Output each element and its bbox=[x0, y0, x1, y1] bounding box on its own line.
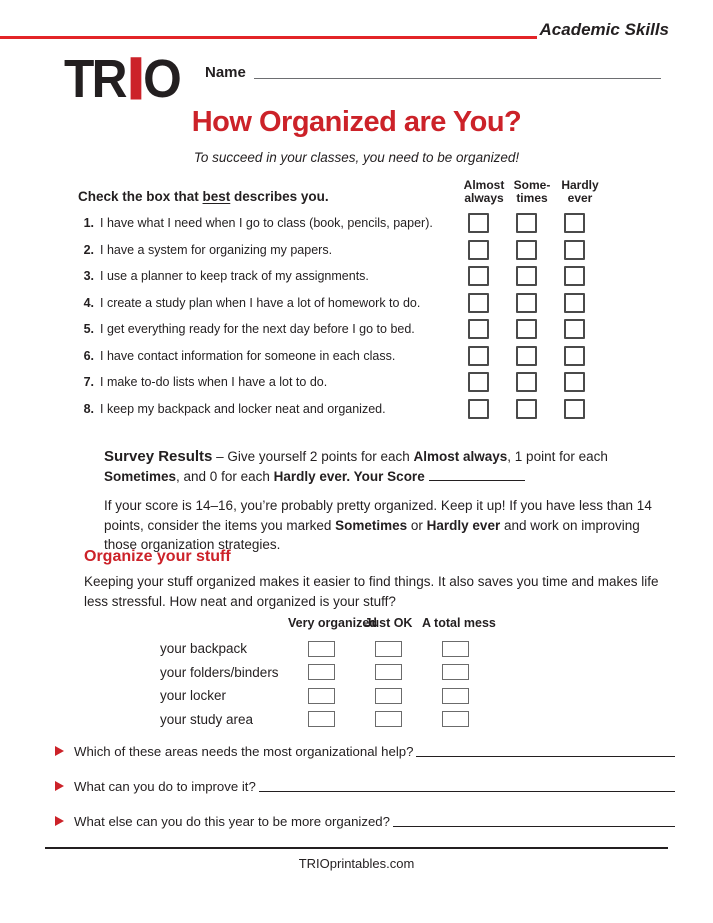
prompt-post: describes you. bbox=[230, 188, 329, 204]
checkbox-hardly-ever[interactable] bbox=[564, 319, 585, 339]
footer-site-text: TRIOprintables.com bbox=[298, 856, 415, 871]
column-header-total-mess: A total mess bbox=[422, 616, 496, 630]
organize-intro-text: Keeping your stuff organized makes it easier to find things. It also saves you time and makes life less stressful. How neat and organized is your stuff? bbox=[84, 574, 659, 610]
checkbox-very-organized[interactable] bbox=[308, 711, 335, 727]
score-input-line[interactable] bbox=[429, 469, 525, 481]
triangle-bullet-icon bbox=[55, 781, 64, 791]
checkbox-hardly-ever[interactable] bbox=[564, 213, 585, 233]
prompt-pre: Check the box that bbox=[78, 188, 203, 204]
survey-item-row bbox=[78, 263, 604, 290]
item-text: I have a system for organizing my papers. bbox=[100, 242, 333, 257]
item-text: I have what I need when I go to class (book, pencils, paper). bbox=[100, 216, 433, 231]
item-number: 4. bbox=[83, 295, 94, 310]
item-text: I create a study plan when I have a lot of homework to do. bbox=[100, 295, 421, 310]
stuff-label: your locker bbox=[160, 688, 227, 704]
checkbox-sometimes[interactable] bbox=[516, 293, 537, 313]
question-row bbox=[55, 741, 675, 760]
checkbox-sometimes[interactable] bbox=[516, 346, 537, 366]
checkbox-very-organized[interactable] bbox=[308, 664, 335, 680]
organize-section-heading: Organize your stuff bbox=[84, 548, 231, 565]
results-seg: , 1 point for each bbox=[507, 449, 608, 464]
checkbox-hardly-ever[interactable] bbox=[564, 372, 585, 392]
stuff-label: your backpack bbox=[160, 641, 248, 657]
checkbox-just-ok[interactable] bbox=[375, 664, 402, 680]
logo-letter-o: O bbox=[143, 49, 180, 109]
results-seg: If your score is 14–16, you’re probably pretty organized. Keep it up! If you have less than 14 points, consider the items you marked bbox=[104, 498, 652, 533]
item-text: I get everything ready for the next day before I go to bed. bbox=[100, 322, 415, 337]
footer-rule bbox=[45, 847, 668, 849]
question-text: What else can you do this year to be more organized? bbox=[74, 813, 390, 829]
checkbox-hardly-ever[interactable] bbox=[564, 346, 585, 366]
logo-letters-tr: TR bbox=[64, 49, 125, 109]
results-bold: Hardly ever. bbox=[273, 469, 351, 485]
checkbox-total-mess[interactable] bbox=[442, 664, 469, 680]
answer-input-line[interactable] bbox=[393, 826, 675, 827]
checkbox-almost-always[interactable] bbox=[468, 319, 489, 339]
name-field-row bbox=[205, 64, 661, 83]
answer-input-line[interactable] bbox=[259, 791, 675, 792]
checkbox-sometimes[interactable] bbox=[516, 399, 537, 419]
survey-item-row bbox=[78, 236, 604, 263]
item-text: I keep my backpack and locker neat and organized. bbox=[100, 401, 386, 416]
checkbox-just-ok[interactable] bbox=[375, 641, 402, 657]
checkbox-sometimes[interactable] bbox=[516, 240, 537, 260]
survey-item-row bbox=[78, 210, 604, 237]
col-head-line2: times bbox=[516, 190, 548, 205]
survey-item-row bbox=[78, 369, 604, 396]
stuff-row bbox=[160, 684, 520, 708]
checkbox-hardly-ever[interactable] bbox=[564, 266, 585, 286]
checkbox-very-organized[interactable] bbox=[308, 688, 335, 704]
checkbox-hardly-ever[interactable] bbox=[564, 240, 585, 260]
organization-survey bbox=[78, 179, 604, 422]
checkbox-almost-always[interactable] bbox=[468, 293, 489, 313]
question-text: What can you do to improve it? bbox=[74, 778, 256, 794]
col-head-line2: always bbox=[464, 190, 504, 205]
item-number: 6. bbox=[83, 348, 94, 363]
results-bold: Sometimes bbox=[104, 469, 177, 485]
checkbox-sometimes[interactable] bbox=[516, 266, 537, 286]
checkbox-sometimes[interactable] bbox=[516, 319, 537, 339]
item-number: 8. bbox=[83, 401, 94, 416]
column-header-sometimes bbox=[508, 179, 556, 205]
item-number: 1. bbox=[83, 216, 94, 231]
checkbox-total-mess[interactable] bbox=[442, 641, 469, 657]
item-text: I use a planner to keep track of my assignments. bbox=[100, 269, 369, 284]
stuff-rating-grid bbox=[160, 616, 520, 731]
triangle-bullet-icon bbox=[55, 746, 64, 756]
results-scoring-text bbox=[104, 446, 652, 486]
question-row bbox=[55, 776, 675, 795]
results-bold: Sometimes bbox=[335, 517, 408, 533]
stuff-row bbox=[160, 661, 520, 685]
checkbox-almost-always[interactable] bbox=[468, 372, 489, 392]
item-text: I make to-do lists when I have a lot to do. bbox=[100, 375, 328, 390]
checkbox-almost-always[interactable] bbox=[468, 399, 489, 419]
results-seg: or bbox=[407, 517, 427, 533]
checkbox-hardly-ever[interactable] bbox=[564, 293, 585, 313]
item-text: I have contact information for someone in each class. bbox=[100, 348, 396, 363]
item-number: 5. bbox=[83, 322, 94, 337]
column-header-hardly-ever bbox=[556, 179, 604, 205]
results-seg: , and 0 for each bbox=[176, 469, 274, 485]
checkbox-just-ok[interactable] bbox=[375, 711, 402, 727]
results-seg: and work on improving those organization strategies. bbox=[104, 517, 640, 552]
item-number: 2. bbox=[83, 242, 94, 257]
survey-item-row bbox=[78, 289, 604, 316]
stuff-row bbox=[160, 708, 520, 732]
survey-header-row bbox=[78, 179, 604, 205]
survey-item-row bbox=[78, 342, 604, 369]
column-header-just-ok: Just OK bbox=[364, 616, 413, 630]
survey-results-block bbox=[104, 446, 652, 554]
column-header-almost-always bbox=[460, 179, 508, 205]
survey-item-row bbox=[78, 316, 604, 343]
category-label: Academic Skills bbox=[539, 20, 669, 39]
stuff-label: your folders/binders bbox=[160, 664, 279, 680]
logo-letter-i: I bbox=[125, 44, 143, 114]
prompt-underlined-word: best bbox=[202, 188, 231, 204]
checkbox-total-mess[interactable] bbox=[442, 688, 469, 704]
header-spacer bbox=[160, 616, 288, 630]
your-score-label: Your Score bbox=[350, 469, 425, 485]
stuff-label: your study area bbox=[160, 711, 254, 727]
question-row bbox=[55, 811, 675, 830]
checkbox-sometimes[interactable] bbox=[516, 213, 537, 233]
checkbox-almost-always[interactable] bbox=[468, 213, 489, 233]
stuff-grid-header bbox=[160, 616, 520, 630]
item-number: 3. bbox=[83, 269, 94, 284]
checkbox-total-mess[interactable] bbox=[442, 711, 469, 727]
results-heading: Survey Results bbox=[104, 448, 213, 465]
name-label: Name bbox=[205, 64, 246, 81]
triangle-bullet-icon bbox=[55, 816, 64, 826]
col-head-line1: Some- bbox=[513, 178, 551, 192]
checkbox-sometimes[interactable] bbox=[516, 372, 537, 392]
page-subtitle: To succeed in your classes, you need to be organized! bbox=[193, 150, 520, 165]
survey-item-row bbox=[78, 395, 604, 422]
name-input-line[interactable] bbox=[254, 78, 661, 79]
checkbox-almost-always[interactable] bbox=[468, 240, 489, 260]
checkbox-just-ok[interactable] bbox=[375, 688, 402, 704]
column-header-very-organized: Very organized bbox=[288, 616, 377, 630]
survey-prompt bbox=[78, 189, 460, 205]
item-number: 7. bbox=[83, 375, 94, 390]
results-seg: – Give yourself 2 points for each bbox=[212, 449, 414, 464]
question-text: Which of these areas needs the most organizational help? bbox=[74, 743, 414, 759]
checkbox-almost-always[interactable] bbox=[468, 266, 489, 286]
col-head-line1: Hardly bbox=[561, 178, 599, 192]
open-questions-block bbox=[55, 741, 675, 846]
header-red-rule bbox=[0, 36, 537, 39]
results-interpretation-text bbox=[104, 496, 652, 553]
results-bold: Almost always bbox=[413, 449, 508, 464]
answer-input-line[interactable] bbox=[416, 756, 675, 757]
page-title: How Organized are You? bbox=[191, 106, 522, 138]
col-head-line1: Almost bbox=[463, 178, 505, 192]
checkbox-almost-always[interactable] bbox=[468, 346, 489, 366]
results-bold: Hardly ever bbox=[426, 517, 501, 533]
col-head-line2: ever bbox=[567, 190, 593, 205]
checkbox-hardly-ever[interactable] bbox=[564, 399, 585, 419]
checkbox-very-organized[interactable] bbox=[308, 641, 335, 657]
stuff-row bbox=[160, 637, 520, 661]
trio-logo bbox=[64, 44, 180, 114]
